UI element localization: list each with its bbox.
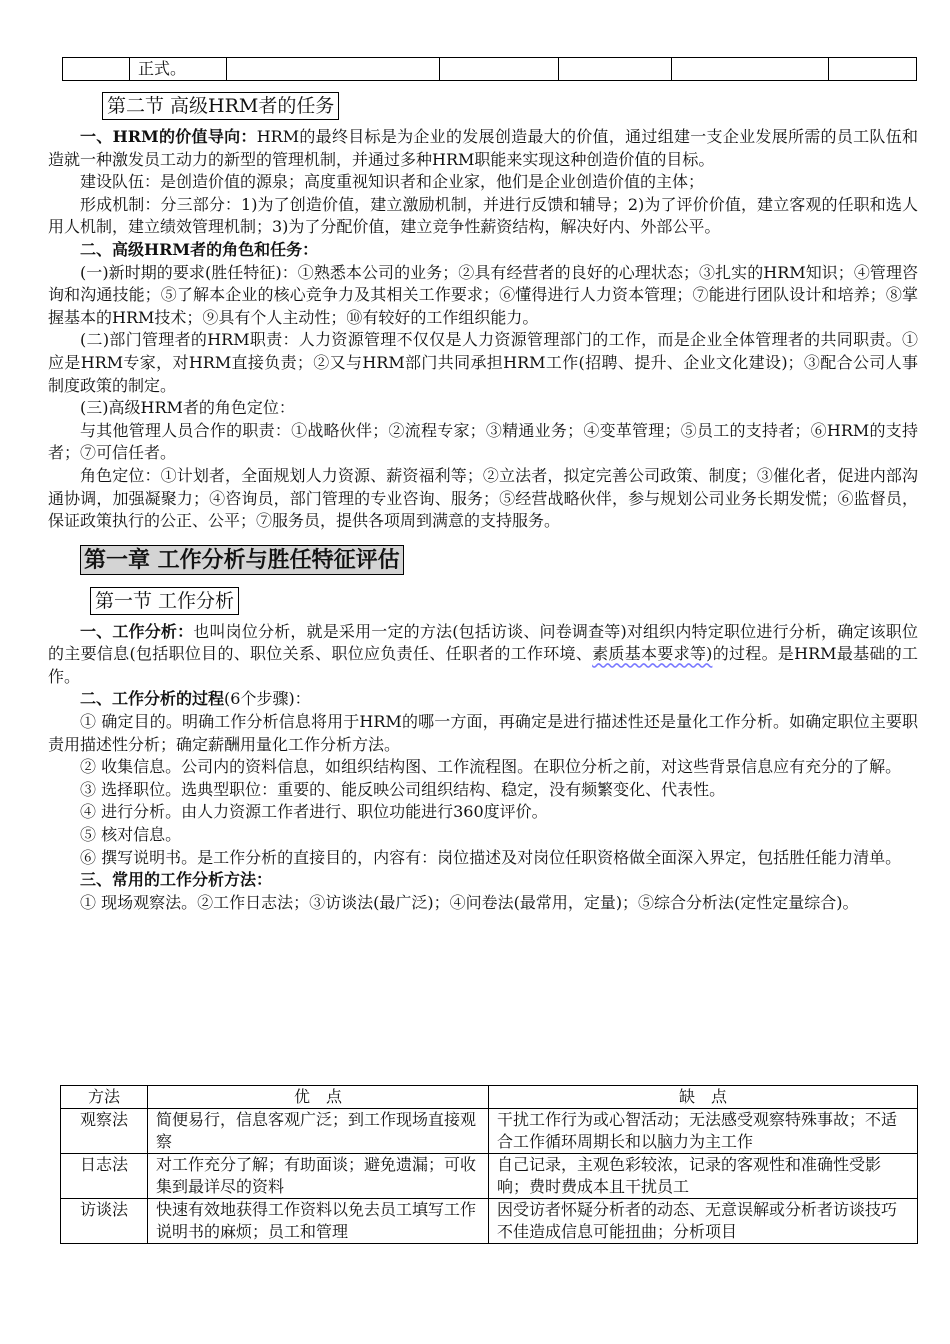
pros-cell: 简便易行，信息客观广泛；到工作现场直接观察 (148, 1109, 489, 1154)
cons-cell: 干扰工作行为或心智活动；无法感受观察特殊事故；不适合工作循环周期长和以脑力为主工作 (489, 1109, 918, 1154)
method-cell: 观察法 (61, 1109, 148, 1154)
table-cell (63, 58, 130, 81)
paragraph-label: 二、高级HRM者的角色和任务： (80, 239, 319, 259)
table-header: 优 点 (148, 1086, 489, 1109)
paragraph-label: 一、工作分析： (80, 621, 194, 641)
step-item: ④ 进行分析。由人力资源工作者进行、职位功能进行360度评价。 (80, 802, 548, 822)
paragraph: 形成机制：分三部分：1)为了创造价值，建立激励机制，并进行反馈和辅导；2)为了评价价值，建立客观的任职和选人用人机制，建立绩效管理机制；3)为了分配价值，建立竞争性薪资结构，解决好内、外部公平。 (48, 194, 918, 237)
table-cell (227, 58, 440, 81)
table-cell: 正式。 (130, 58, 227, 81)
paragraph (48, 688, 918, 711)
paragraph-text: HRM的最终目标是为企业的发展创造最大的价值，通过组建一支企业发展所需的员工队伍和造就一种激发员工动力的新型的管理机制，并通过多种HRM职能来实现这种创造价值的目标。 (48, 127, 918, 169)
pros-cell: 快速有效地获得工作资料以免去员工填写工作说明书的麻烦；员工和管理 (148, 1199, 489, 1244)
table-cell (440, 58, 559, 81)
paragraph: (一)新时期的要求(胜任特征)：①熟悉本公司的业务；②具有经营者的良好的心理状态；③扎实的HRM知识；④管理咨询和沟通技能；⑤了解本企业的核心竞争力及其相关工作要求；⑥懂得进行人力资本管理；⑦能进行团队设计和培养；⑧掌握基本的HRM技术；⑨具有个人主动性；⑩有较好的工作组织能力。 (48, 262, 918, 327)
paragraph (48, 621, 918, 689)
paragraph-text: 的过程。是HRM最基础的工作。 (48, 644, 918, 686)
step-item: ⑤ 核对信息。 (80, 825, 182, 845)
paragraph: (三)高级HRM者的角色定位： (80, 398, 295, 418)
pros-cell: 对工作充分了解；有助面谈；避免遗漏；可收集到最详尽的资料 (148, 1154, 489, 1199)
step-item: ① 确定目的。明确工作分析信息将用于HRM的哪一方面，再确定是进行描述性还是量化工作分析。如确定职位主要职责用描述性分析；确定薪酬用量化工作分析方法。 (48, 712, 918, 754)
method-cell: 访谈法 (61, 1199, 148, 1244)
document-body (48, 92, 918, 914)
methods-table (60, 1085, 918, 1244)
step-item: ② 收集信息。公司内的资料信息，如组织结构图、工作流程图。在职位分析之前，对这些背景信息应有充分的了解。 (80, 757, 902, 777)
paragraph: ① 现场观察法。②工作日志法；③访谈法(最广泛)；④问卷法(最常用，定量)；⑤综合分析法(定性定量综合)。 (80, 892, 859, 912)
table-row (61, 1154, 918, 1199)
table-cell (672, 58, 829, 81)
step-item: ⑥ 撰写说明书。是工作分析的直接目的，内容有：岗位描述及对岗位任职资格做全面深入界定，包括胜任能力清单。 (80, 847, 902, 867)
paragraph-label: 三、常用的工作分析方法： (80, 870, 273, 890)
table-row (61, 1109, 918, 1154)
chapter-heading: 第一章 工作分析与胜任特征评估 (80, 545, 404, 575)
top-table-fragment (62, 57, 917, 81)
table-row (63, 58, 917, 81)
paragraph-label: 二、工作分析的过程 (80, 689, 225, 709)
table-header: 缺 点 (489, 1086, 918, 1109)
paragraph: 角色定位：①计划者，全面规划人力资源、薪资福利等；②立法者，拟定完善公司政策、制度；③催化者，促进内部沟通协调，加强凝聚力；④咨询员，部门管理的专业咨询、服务；⑤经营战略伙伴，参与规划公司业务长期发慌；⑥监督员，保证政策执行的公正、公平；⑦服务员，提供各项周到满意的支持服务。 (48, 465, 918, 531)
paragraph (48, 126, 918, 171)
table-header: 方法 (61, 1086, 148, 1109)
table-header-row (61, 1086, 918, 1109)
paragraph: (二)部门管理者的HRM职责：人力资源管理不仅仅是人力资源管理部门的工作，而是企业全体管理者的共同职责。①应是HRM专家，对HRM直接负责；②又与HRM部门共同承担HRM工作(招聘、提升、企业文化建设)；③配合公司人事制度政策的制定。 (48, 330, 918, 395)
table-cell (829, 58, 917, 81)
method-cell: 日志法 (61, 1154, 148, 1199)
cons-cell: 自己记录，主观色彩较浓，记录的客观性和准确性受影响；费时费成本且干扰员工 (489, 1154, 918, 1199)
step-item: ③ 选择职位。选典型职位：重要的、能反映公司组织结构、稳定，没有频繁变化、代表性。 (80, 779, 726, 799)
paragraph: 建设队伍：是创造价值的源泉；高度重视知识者和企业家，他们是企业创造价值的主体； (80, 172, 705, 192)
section-heading: 第二节 高级HRM者的任务 (102, 92, 339, 120)
paragraph-label: 一、HRM的价值导向： (80, 127, 257, 146)
section-heading: 第一节 工作分析 (90, 587, 239, 615)
paragraph-text: 也叫岗位分析，就是采用一定的方法(包括访谈、问卷调查等)对组织内特定职位进行分析，确定该职位的主要信息(包括职位目的、职位关系、职位应负责任、任职者的工作环境、 (48, 621, 918, 664)
paragraph-text: (6个步骤)： (224, 689, 311, 709)
highlighted-text: 素质基本要求等) (592, 644, 713, 664)
paragraph: 与其他管理人员合作的职责：①战略伙伴；②流程专家；③精通业务；④变革管理；⑤员工的支持者；⑥HRM的支持者；⑦可信任者。 (48, 420, 918, 463)
table-cell (559, 58, 672, 81)
cons-cell: 因受访者怀疑分析者的动态、无意误解或分析者访谈技巧不佳造成信息可能扭曲；分析项目 (489, 1199, 918, 1244)
table-row (61, 1199, 918, 1244)
